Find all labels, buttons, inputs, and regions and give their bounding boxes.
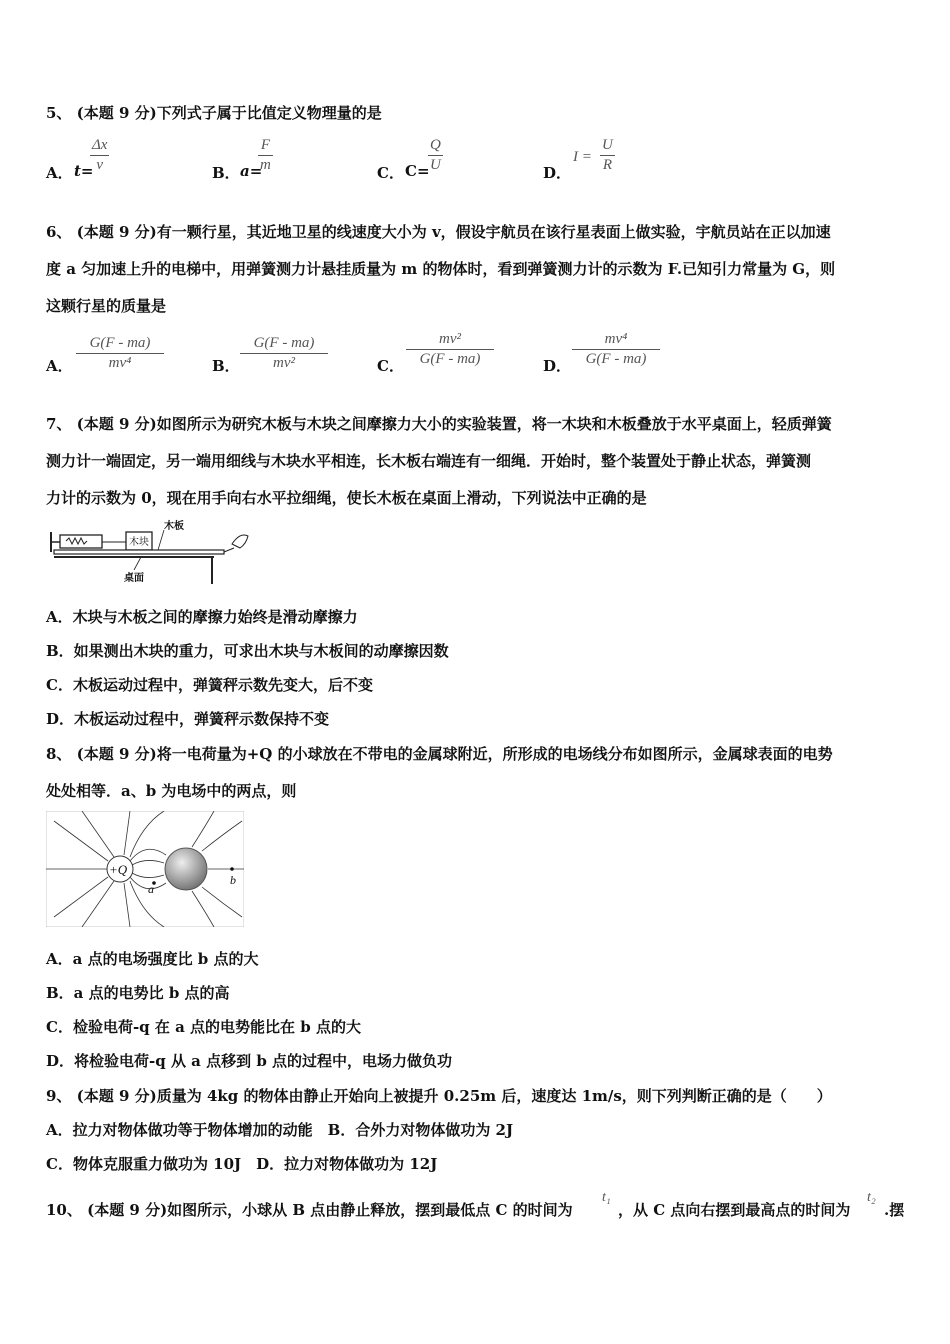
q9-stem: 9、 (本题 9 分)质量为 4kg 的物体由静止开始向上被提升 0.25m 后，速度达 1m/s，则下列判断正确的是（ ） [46,1087,832,1105]
fraction-denominator: m [260,157,271,173]
fraction-numerator: Δx [92,137,108,153]
q5-option-c-fraction [428,137,443,174]
fraction-denominator: U [430,157,441,173]
q10-part3: .摆 [884,1201,905,1219]
q8-option-c: C．检验电荷-q 在 a 点的电势能比在 b 点的大 [46,1018,361,1036]
q8-line1: 8、 (本题 9 分)将一电荷量为+Q 的小球放在不带电的金属球附近，所形成的电场线分布如图所示，金属球表面的电势 [46,745,833,763]
q5-option-c-prefix: C= [405,162,430,180]
q8-option-a: A．a 点的电场强度比 b 点的大 [46,950,259,968]
fraction-denominator: R [602,157,612,173]
q5-option-d-label: D． [543,164,572,182]
q5-option-b-prefix: a= [240,162,263,180]
q7-option-b: B．如果测出木块的重力，可求出木块与木板间的动摩擦因数 [46,642,449,660]
q5-option-a-label: A． [46,164,73,182]
q6-line3: 这颗行星的质量是 [46,297,167,315]
fraction-numerator: F [260,137,270,153]
q7-line1: 7、 (本题 9 分)如图所示为研究木板与木块之间摩擦力大小的实验装置，将一木块和木板叠放于水平桌面上，轻质弹簧 [46,415,832,433]
q7-line3: 力计的示数为 0，现在用手向右水平拉细绳，使长木板在桌面上滑动，下列说法中正确的是 [46,489,647,507]
point-a-label: a [148,882,154,896]
board-label: 木板 [164,521,184,532]
fraction-numerator: Q [430,137,441,153]
q6-line1: 6、 (本题 9 分)有一颗行星，其近地卫星的线速度大小为 v，假设宇航员在该行星表面上做实验，宇航员站在正以加速 [46,223,831,241]
q5-option-b-fraction [258,137,273,174]
q7-line2: 测力计一端固定，另一端用细线与木块水平相连，长木板右端连有一细绳．开始时，整个装置处于静止状态，弹簧测 [46,452,812,470]
q5-option-d-fraction [600,137,615,174]
point-b-label: b [230,873,236,887]
fraction-denominator: mv⁴ [108,355,132,371]
fraction-numerator: mv⁴ [604,331,628,347]
q5-option-d-prefix: I = [573,149,592,165]
q6-option-a-label: A． [46,357,73,375]
q6-option-c-fraction [406,331,494,368]
q7-option-d: D．木板运动过程中，弹簧秤示数保持不变 [46,710,330,728]
q5-option-a-fraction [90,137,109,174]
q10-part1: 10、 (本题 9 分)如图所示，小球从 B 点由静止释放，摆到最低点 C 的时间为 [46,1201,573,1219]
q10-t1: t₁ [602,1190,611,1205]
fraction-numerator: G(F - ma) [89,335,151,351]
q9-options-row2: C．物体克服重力做功为 10J D．拉力对物体做功为 12J [46,1155,438,1173]
q5-option-a-prefix: t= [74,162,94,180]
q6-line2: 度 a 匀加速上升的电梯中，用弹簧测力计悬挂质量为 m 的物体时，看到弹簧测力计的示数为 F.已知引力常量为 G，则 [46,260,836,278]
q5-stem: 5、 (本题 9 分)下列式子属于比值定义物理量的是 [46,104,382,122]
q10-t2: t₂ [867,1190,876,1205]
q10-part2: ，从 C 点向右摆到最高点的时间为 [618,1201,851,1219]
q7-friction-apparatus-figure [46,518,251,586]
q6-option-d-fraction [572,331,660,368]
fraction-denominator: v [96,157,104,173]
fraction-denominator: G(F - ma) [419,351,481,367]
q8-electric-field-figure [46,811,244,927]
q6-option-c-label: C． [377,357,404,375]
q8-option-d: D．将检验电荷-q 从 a 点移到 b 点的过程中，电场力做负功 [46,1052,453,1070]
q5-option-b-label: B． [212,164,240,182]
q6-option-d-label: D． [543,357,572,375]
q9-options-row1: A．拉力对物体做功等于物体增加的动能 B．合外力对物体做功为 2J [46,1121,514,1139]
q6-option-b-fraction [240,335,328,372]
charge-label: +Q [109,862,128,877]
q6-option-a-fraction [76,335,164,372]
block-label: 木块 [129,537,149,548]
fraction-denominator: G(F - ma) [585,351,647,367]
q7-option-c: C．木板运动过程中，弹簧秤示数先变大，后不变 [46,676,373,694]
fraction-numerator: mv² [439,331,461,347]
fraction-numerator: U [602,137,613,153]
q8-option-b: B．a 点的电势比 b 点的高 [46,984,230,1002]
table-label: 桌面 [124,573,144,584]
q6-option-b-label: B． [212,357,240,375]
q8-line2: 处处相等．a、b 为电场中的两点，则 [46,782,297,800]
fraction-denominator: mv² [273,355,295,371]
q7-option-a: A．木块与木板之间的摩擦力始终是滑动摩擦力 [46,608,358,626]
q5-option-c-label: C． [377,164,404,182]
fraction-numerator: G(F - ma) [253,335,315,351]
